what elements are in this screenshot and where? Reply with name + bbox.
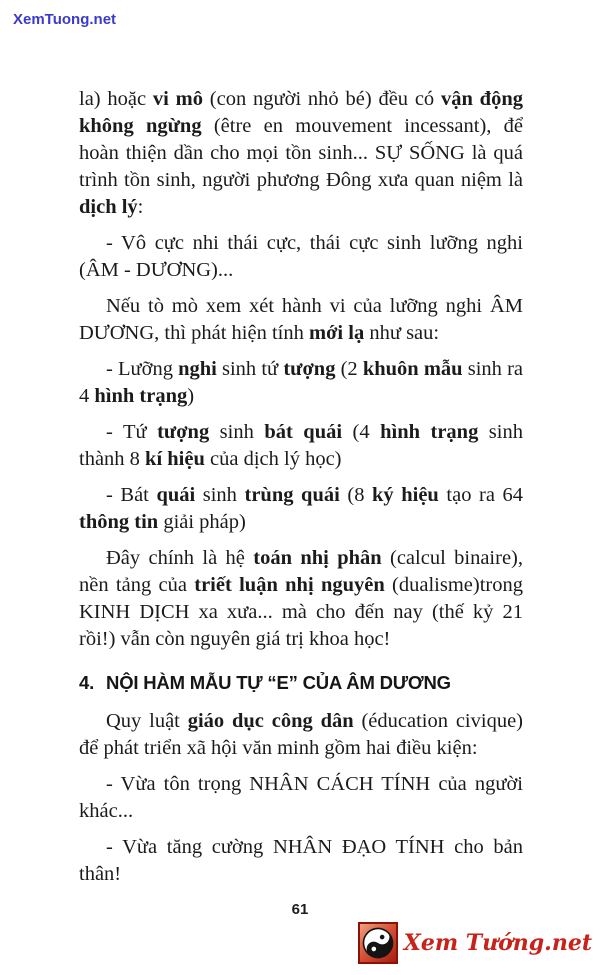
text-run: Đây chính là hệ [106, 547, 254, 569]
text-run: sinh [195, 484, 245, 506]
paragraph [79, 356, 523, 410]
text-run: Quy luật [106, 710, 188, 732]
text-run: la) hoặc [79, 88, 153, 110]
text-run: NỘI HÀM MẪU TỰ “E” CỦA ÂM DƯƠNG [106, 672, 451, 693]
paragraph [79, 482, 523, 536]
text-run: sinh tứ [216, 358, 284, 380]
text-run: - Vừa tôn trọng NHÂN CÁCH TÍNH của người khác... [79, 773, 523, 822]
paragraph [79, 834, 523, 888]
bold-text: mới lạ [309, 322, 365, 344]
yin-yang-icon [358, 922, 398, 964]
text-run: Nếu tò mò xem xét hành vi của lưỡng nghi ÂM DƯƠNG, thì phát hiện tính [79, 295, 523, 344]
text-run: sinh ra 4 [79, 358, 523, 407]
page-number: 61 [291, 901, 309, 918]
text-run: (2 [335, 358, 363, 380]
watermark-link[interactable]: XemTuong.net [13, 11, 117, 28]
text-run: (dualisme)trong KINH DỊCH xa xưa... mà cho đến nay (thế kỷ 21 rồi!) vẫn còn nguyên giá trị khoa học! [79, 574, 523, 650]
section-number: 4. [79, 672, 95, 693]
bold-text: giáo dục công dân [187, 710, 354, 732]
bold-text: trùng quái [244, 484, 340, 506]
bold-text: bát quái [264, 421, 343, 443]
bold-text: quái [156, 484, 196, 506]
bold-text: dịch lý [79, 196, 138, 218]
text-run: - Tứ [106, 421, 158, 443]
text-run: (être en mouvement incessant), để hoàn thiện dần cho mọi tồn sinh... SỰ SỐNG là quá trình tồn sinh, người phương Đông xưa quan niệm là [79, 115, 524, 191]
text-run: sinh thành 8 [79, 421, 523, 470]
bold-text: toán nhị phân [253, 547, 382, 569]
text-run: - Lưỡng [106, 358, 179, 380]
bold-text: vi mô [152, 88, 203, 110]
text-run: : [137, 196, 144, 218]
bold-text: nghi [178, 358, 217, 380]
text-run: giải pháp) [158, 511, 246, 533]
section-heading [79, 669, 523, 696]
text-run: sinh [209, 421, 265, 443]
bold-text: vận động không ngừng [79, 88, 523, 137]
text-run: (8 [339, 484, 373, 506]
bold-text: kí hiệu [145, 448, 205, 470]
text-run: (con người nhỏ bé) đều có [202, 88, 441, 110]
text-run: như sau: [364, 322, 440, 344]
bold-text: khuôn mẫu [362, 358, 463, 380]
bold-text: tượng [157, 421, 210, 443]
paragraph [79, 771, 523, 825]
page-body [79, 86, 523, 897]
bold-text: tượng [283, 358, 336, 380]
text-run: tạo ra 64 [438, 484, 524, 506]
text-run: ) [187, 385, 195, 407]
paragraph [79, 708, 523, 762]
footer-logo-link[interactable] [358, 922, 592, 964]
paragraph [79, 230, 523, 284]
text-run: (4 [342, 421, 381, 443]
text-run: của dịch lý học) [204, 448, 342, 470]
bold-text: ký hiệu [372, 484, 439, 506]
paragraph [79, 293, 523, 347]
bold-text: thông tin [79, 511, 159, 533]
text-run: - Vô cực nhi thái cực, thái cực sinh lưỡng nghi (ÂM - DƯƠNG)... [79, 232, 523, 281]
paragraph [79, 86, 523, 221]
text-run: (éducation civique) để phát triển xã hội văn minh gồm hai điều kiện: [79, 710, 523, 759]
bold-text: hình trạng [94, 385, 188, 407]
bold-text: hình trạng [380, 421, 479, 443]
text-run: - Vừa tăng cường NHÂN ĐẠO TÍNH cho bản thân! [79, 836, 523, 885]
text-run: (calcul binaire), nền tảng của [79, 547, 523, 596]
text-run: - Bát [106, 484, 157, 506]
paragraph [79, 419, 523, 473]
bold-text: triết luận nhị nguyên [194, 574, 385, 596]
footer-logo-text: Xem Tướng.net [403, 930, 592, 956]
paragraph [79, 545, 523, 653]
